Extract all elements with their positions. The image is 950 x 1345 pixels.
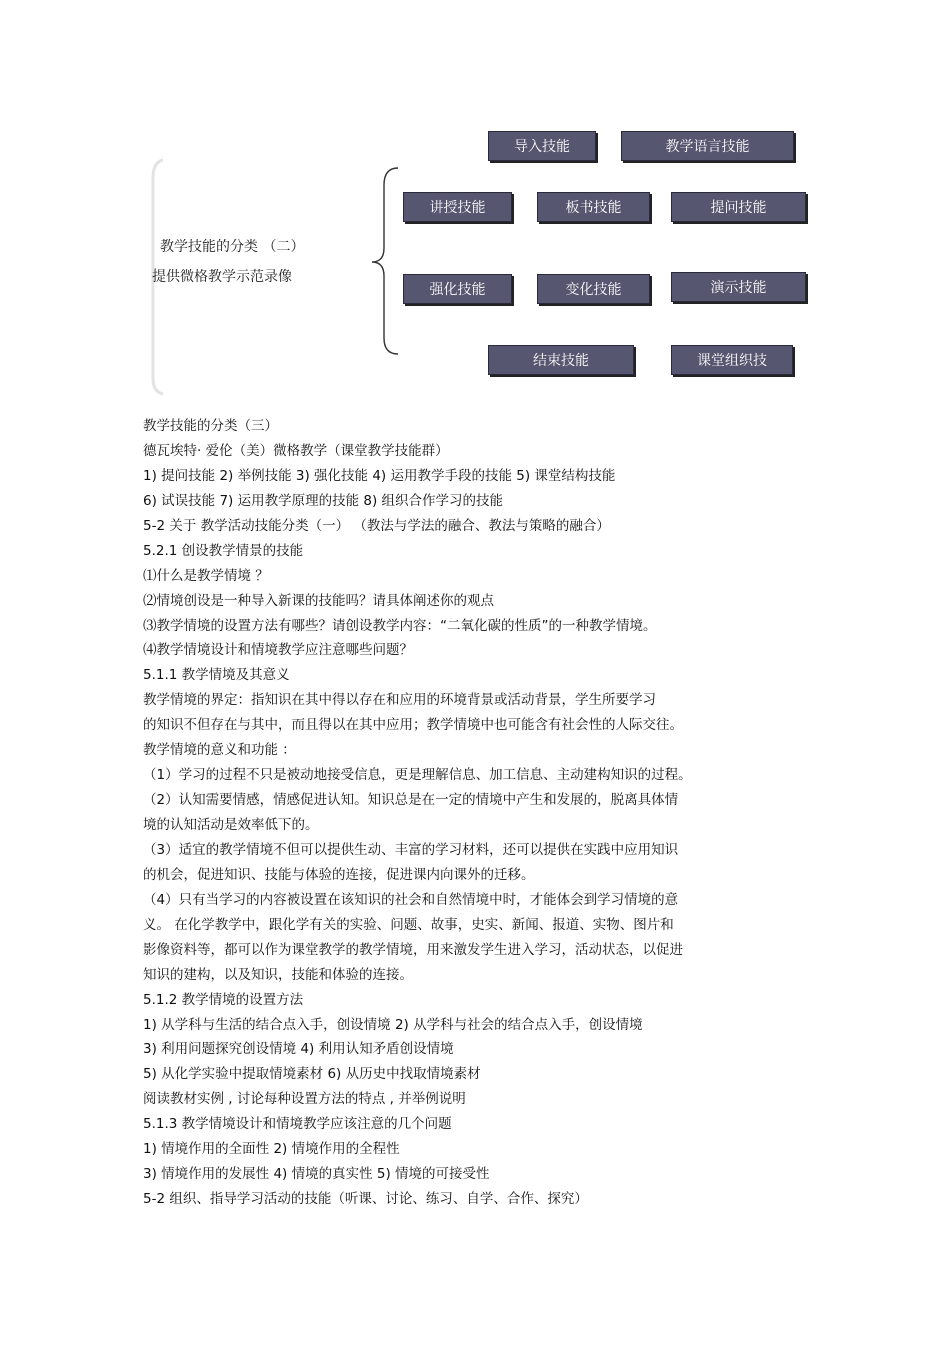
section-heading: 教学技能的分类（三） [143,418,278,434]
text-line: 影像资料等，都可以作为课堂教学的教学情境，用来激发学生进入学习，活动状态，以促进 [143,941,683,958]
text-line: （4）只有当学习的内容被设置在该知识的社会和自然情境中时，才能体会到学习情境的意 [143,891,679,908]
text-line: 3) 情境作用的发展性 4) 情境的真实性 5) 情境的可接受性 [143,1166,490,1183]
text-line: ⑶教学情境的设置方法有哪些？请创设教学内容：“二氧化碳的性质”的一种教学情境。 [143,617,657,634]
skill-box-reinforcement: 强化技能 [403,274,512,304]
left-title: 教学技能的分类 （二） [160,239,305,255]
skill-box-closing: 结束技能 [488,345,634,375]
left-subtitle: 提供微格教学示范录像 [152,269,292,285]
text-line: 境的认知活动是效率低下的。 [143,817,319,833]
text-line: 义。 在化学教学中，跟化学有关的实验、问题、故事，史实、新闻、报道、实物、图片和 [143,916,674,933]
text-line: 的知识不但存在与其中，而且得以在其中应用；教学情境中也可能含有社会性的人际交往。 [143,717,683,734]
section-heading: 5-2 关于 教学活动技能分类（一） （教法与学法的融合、教法与策略的融合） [143,517,610,534]
text-line: 知识的建构，以及知识，技能和体验的连接。 [143,966,413,983]
text-line: ⑵情境创设是一种导入新课的技能吗？请具体阐述你的观点 [143,592,494,609]
text-line: 1) 情境作用的全面性 2) 情境作用的全程性 [143,1141,400,1158]
text-line: （3）适宜的教学情境不但可以提供生动、丰富的学习材料，还可以提供在实践中应用知识 [143,841,679,858]
text-line: ⑷教学情境设计和情境教学应注意哪些问题？ [143,642,413,659]
section-heading: 5.1.1 教学情境及其意义 [143,667,290,684]
text-line: 教学情境的意义和功能 ： [143,742,296,759]
text-line: 的机会，促进知识、技能与体验的连接，促进课内向课外的迁移。 [143,866,535,883]
skill-box-classroom-org: 课堂组织技 [671,345,793,375]
curly-brace [372,168,398,354]
skills-diagram [0,0,950,400]
text-line: 5) 从化学实验中提取情境素材 6) 从历史中找取情境素材 [143,1066,481,1083]
text-line: 1) 从学科与生活的结合点入手，创设情境 2) 从学科与社会的结合点入手，创设情境 [143,1016,643,1033]
text-line: 1) 提问技能 2) 举例技能 3) 强化技能 4) 运用教学手段的技能 5) 课堂结构技能 [143,467,616,484]
skill-box-language: 教学语言技能 [621,131,794,161]
skill-box-demonstration: 演示技能 [671,272,806,302]
text-line: 6) 试误技能 7) 运用教学原理的技能 8) 组织合作学习的技能 [143,492,504,509]
text-line: 教学情境的界定：指知识在其中得以存在和应用的环境背景或活动背景，学生所要学习 [143,692,656,709]
section-heading: 5.1.3 教学情境设计和情境教学应该注意的几个问题 [143,1116,452,1133]
document-body [143,414,763,1212]
skill-box-intro: 导入技能 [488,131,596,161]
text-line: （2）认知需要情感，情感促进认知。知识总是在一定的情境中产生和发展的，脱离具体情 [143,792,679,809]
section-heading: 5-2 组织、指导学习活动的技能（听课、讨论、练习、自学、合作、探究） [143,1191,588,1208]
text-line: （1）学习的过程不只是被动地接受信息，更是理解信息、加工信息、主动建构知识的过程。 [143,767,692,784]
text-line: 德瓦埃特· 爱伦（美）微格教学（课堂教学技能群） [143,442,449,459]
text-line: ⑴什么是教学情境 ？ [143,567,269,584]
section-heading: 5.1.2 教学情境的设置方法 [143,991,304,1008]
skill-box-variation: 变化技能 [537,274,650,304]
section-heading: 5.2.1 创设教学情景的技能 [143,542,304,559]
skill-box-lecture: 讲授技能 [403,192,512,222]
skill-box-questioning: 提问技能 [671,192,806,222]
text-line: 阅读教材实例 , 讨论每种设置方法的特点 , 并举例说明 [143,1091,466,1108]
text-line: 3) 利用问题探究创设情境 4) 利用认知矛盾创设情境 [143,1041,454,1058]
skill-box-blackboard: 板书技能 [537,192,650,222]
